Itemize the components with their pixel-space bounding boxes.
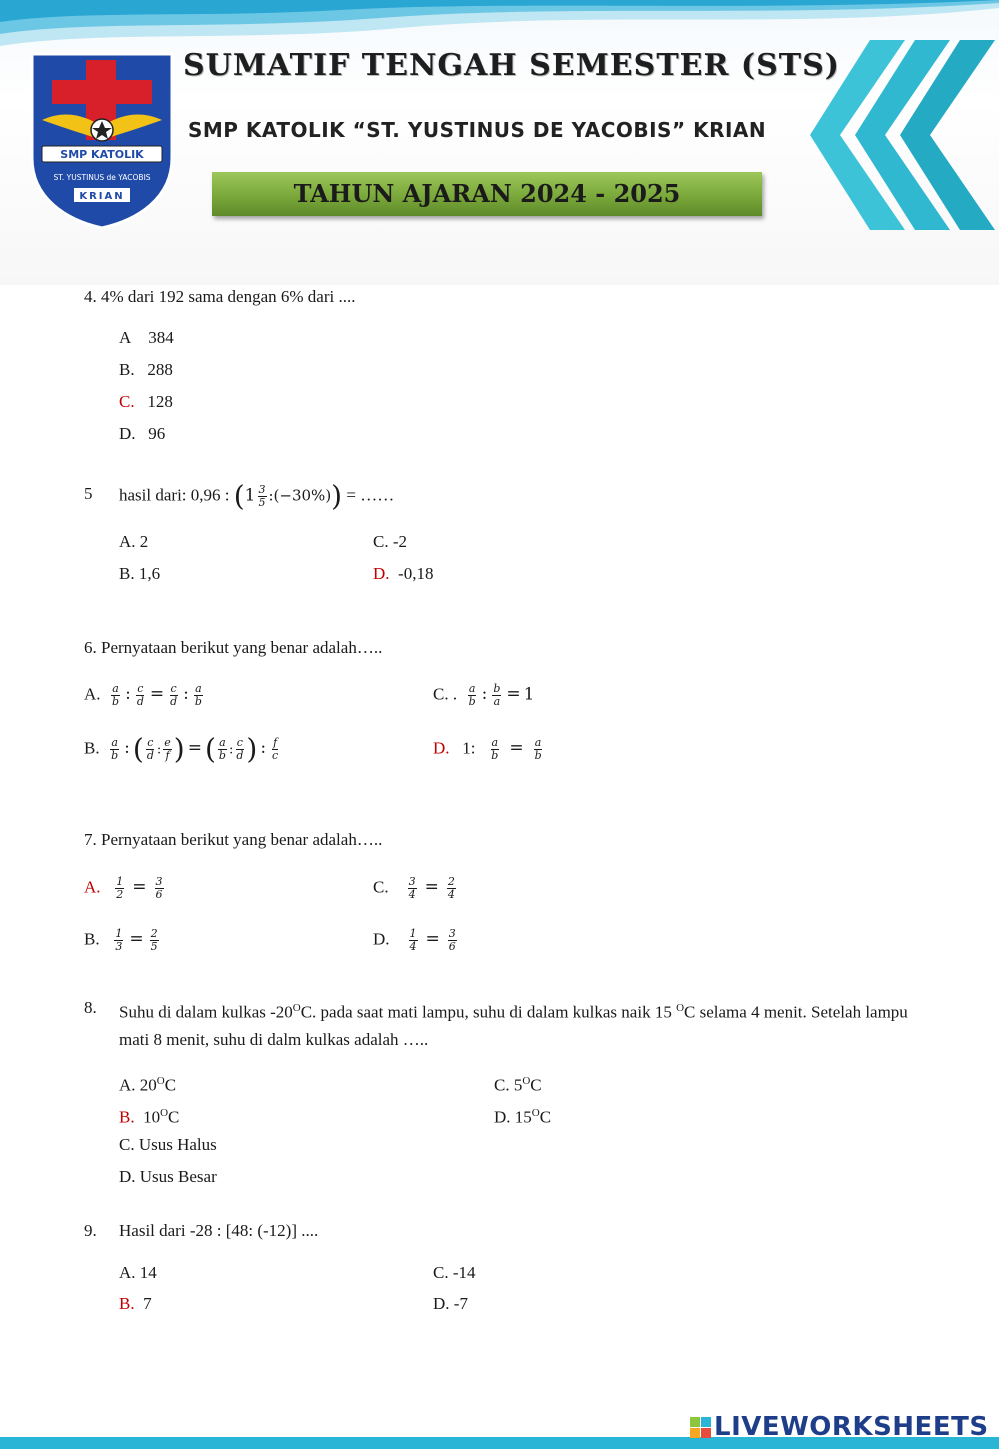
q8-option-b[interactable]: B. $10^OC$ [119,1107,180,1127]
q6-option-a[interactable]: A. $\frac{a}{b}$ : $\frac{c}{d}$ = $\frac{c}{d}$ : $\frac{a}{b}$ [84,682,202,708]
option-letter-correct: B. [119,1107,135,1127]
q6-question: 6. Pernyataan berikut yang benar adalah….. [84,638,383,657]
logo-top-text: SMP KATOLIK [60,148,144,161]
q8-option-c[interactable]: C. $5^OC$ [494,1075,542,1095]
academic-year-text: TAHUN AJARAN 2024 - 2025 [293,179,681,208]
q7-option-d[interactable]: D. $\frac{1}{4}$ = $\frac{3}{6}$ [373,927,456,953]
q5-inner: :(−30%) [268,486,332,505]
q9-option-a[interactable]: A. 14 [119,1263,157,1282]
q7-option-b[interactable]: B. $\frac{1}{3}$ = $\frac{2}{5}$ [84,927,158,953]
q8-option-a[interactable]: A. $20^OC$ [119,1075,177,1095]
liveworksheets-badge-icon [690,1417,712,1439]
q4-option-b[interactable] [119,360,173,380]
q9-question: Hasil dari -28 : [48: (-12)] .... [119,1221,319,1240]
q9-option-c[interactable]: C. -14 [433,1263,476,1282]
q8-extra-option-c[interactable]: C. Usus Halus [119,1135,217,1154]
q6-option-d[interactable]: D. 1: $\frac{a}{b}$ = $\frac{a}{b}$ [433,736,542,762]
q8-number: 8. [84,998,97,1017]
q7-option-a[interactable]: A. $\frac{1}{2}$ = $\frac{3}{6}$ [84,875,163,901]
liveworksheets-logo[interactable] [690,1412,989,1442]
school-logo [28,48,176,230]
q5-option-a[interactable]: A. 2 [119,532,149,551]
option-value: -0,18 [398,564,434,583]
q9-number: 9. [84,1221,97,1240]
option-value: 288 [147,360,173,379]
liveworksheets-text: LIVEWORKSHEETS [714,1412,989,1442]
q4-option-c[interactable] [119,392,173,412]
school-name: SMP KATOLIK “ST. YUSTINUS DE YACOBIS” KRIAN [188,118,767,142]
q4-question: 4. 4% dari 192 sama dengan 6% dari .... [84,287,356,306]
q4-option-a[interactable] [119,328,174,348]
q9-option-b[interactable]: B. 7 [119,1294,152,1313]
q5-prefix: hasil dari: 0,96 : [119,485,230,505]
option-letter-correct: D. [373,564,390,583]
q8-question-line1: Suhu di dalam kulkas $-20^OC$. pada saat mati lampu, suhu di dalam kulkas naik 15 $^O$C selama 4 menit. Setelah lampu [119,1002,908,1022]
option-letter: A [119,328,132,347]
q8-option-d[interactable]: D. $15^OC$ [494,1107,552,1127]
academic-year-banner [212,172,762,216]
q7-question: 7. Pernyataan berikut yang benar adalah….. [84,830,383,849]
option-letter-correct: D. [433,738,450,758]
q6-option-c[interactable]: C. . $\frac{a}{b}$ : $\frac{b}{a}$ = 1 [433,682,535,708]
q6-option-b[interactable]: B. $\frac{a}{b}$ : ( $\frac{c}{d}$ : $\frac{e}{f}$ ) = ( $\frac{a}{b}$ : $\frac{c}{d}$ ) : $\frac{f}{c}$ [84,732,279,766]
q5-option-d[interactable] [373,564,433,584]
q8-extra-option-d[interactable]: D. Usus Besar [119,1167,217,1186]
q5-mixed-whole: 1 [244,485,256,506]
option-letter-correct: B. [119,1294,135,1313]
q5-question: hasil dari: 0,96 : (1 $\frac{3}{5}$ :(−30%)) = …… [119,479,395,513]
q5-fraction: $\frac{3}{5}$ [258,483,266,509]
header-banner [0,0,999,285]
q5-number: 5 [84,484,93,503]
option-letter: D. [119,424,136,443]
option-value: 128 [147,392,173,411]
q5-option-c[interactable]: C. -2 [373,532,407,551]
option-letter-correct: A. [84,877,101,897]
option-letter: B. [119,360,135,379]
q8-question-line2: mati 8 menit, suhu di dalm kulkas adalah ….. [119,1030,429,1049]
logo-arc-text: ST. YUSTINUS de YACOBIS [53,173,151,182]
option-value: 96 [148,424,166,443]
q5-suffix: = …… [346,485,395,505]
logo-bottom-text: KRIAN [79,191,125,202]
q4-option-d[interactable] [119,424,165,444]
option-letter-correct: C. [119,392,135,411]
q7-option-c[interactable]: C. $\frac{3}{4}$ = $\frac{2}{4}$ [373,875,455,901]
option-value: 384 [148,328,174,347]
q9-option-d[interactable]: D. -7 [433,1294,468,1313]
q5-option-b[interactable]: B. 1,6 [119,564,161,583]
exam-title: SUMATIF TENGAH SEMESTER (STS) [183,48,840,83]
